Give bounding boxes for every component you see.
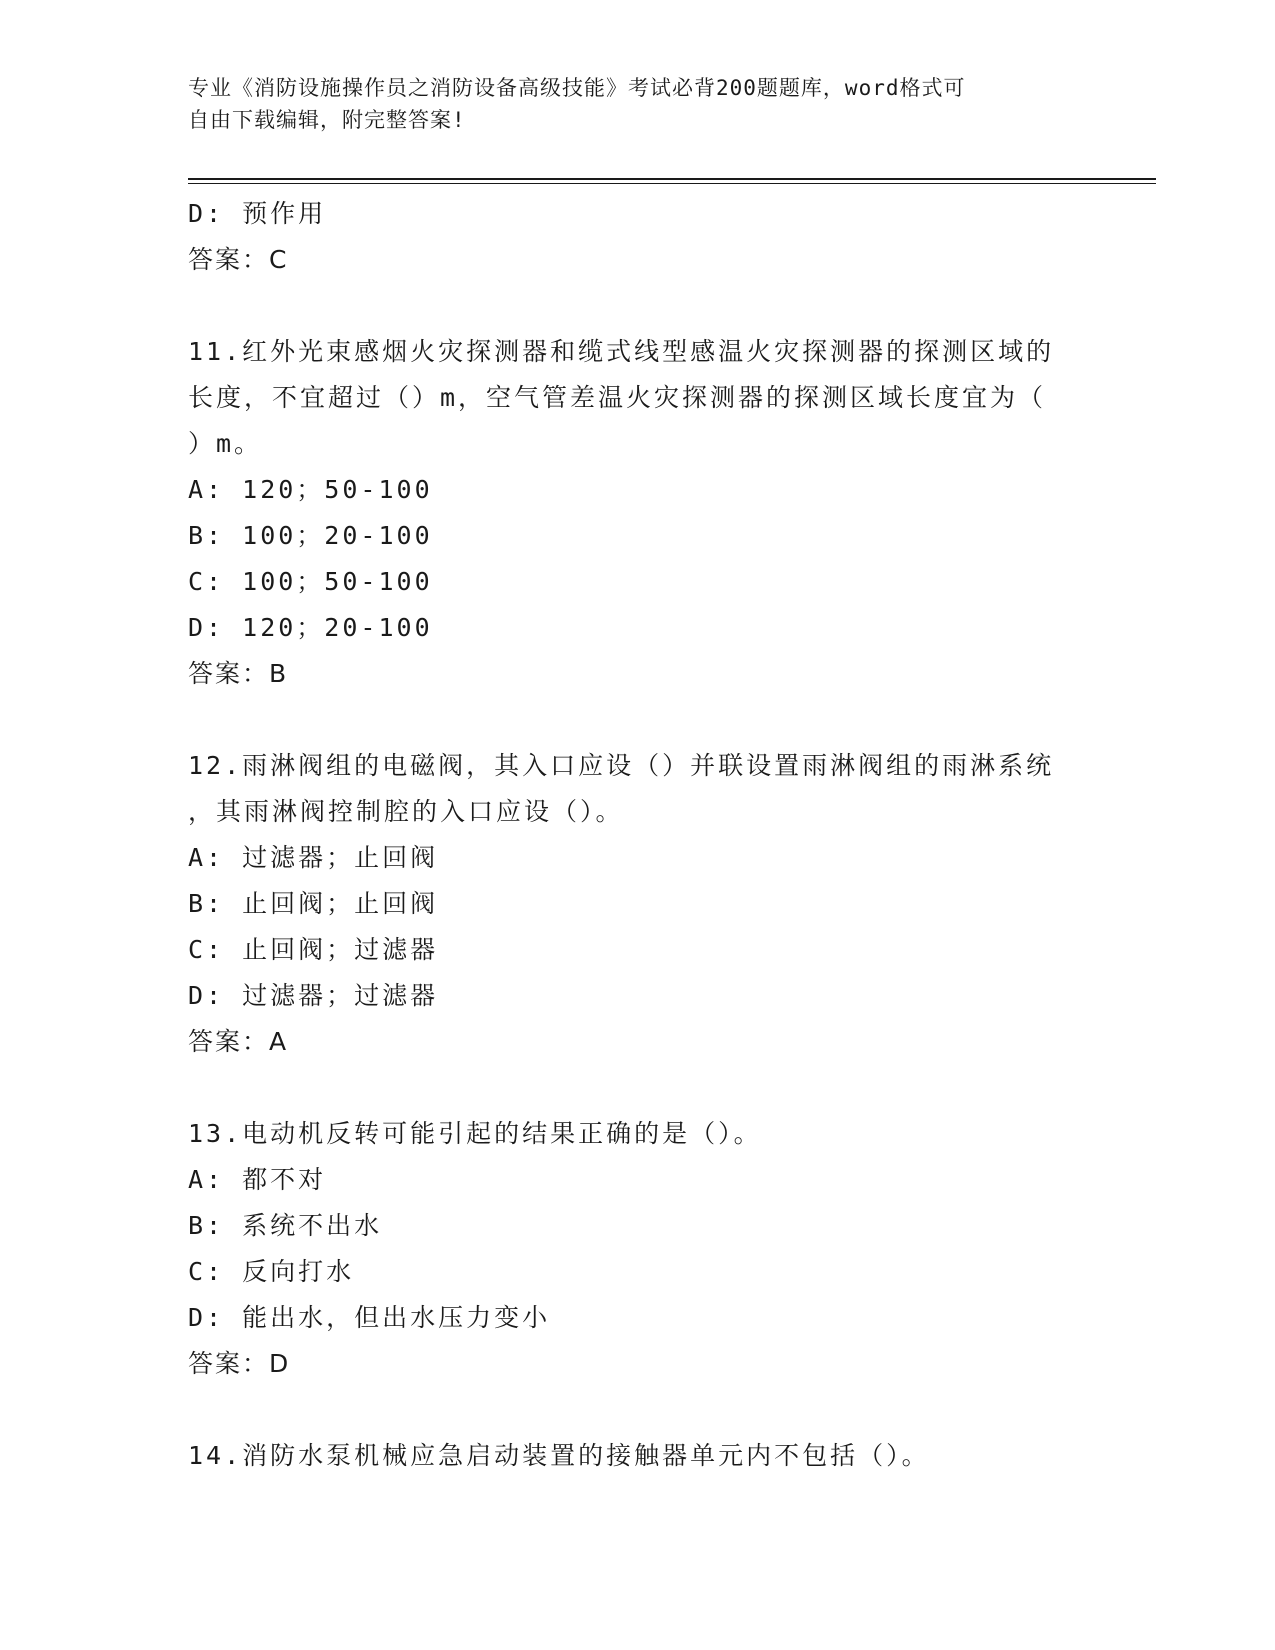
option-b: B: 止回阀；止回阀 xyxy=(188,889,439,918)
prev-answer: 答案：C xyxy=(188,245,289,274)
option-d: D: 能出水，但出水压力变小 xyxy=(188,1303,551,1332)
spacer xyxy=(188,283,1088,329)
question-stem: 13.电动机反转可能引起的结果正确的是（）。 xyxy=(188,1119,762,1148)
question-stem: 14.消防水泵机械应急启动装置的接触器单元内不包括（）。 xyxy=(188,1441,930,1470)
question-stem: 12.雨淋阀组的电磁阀，其入口应设（）并联设置雨淋阀组的雨淋系统 xyxy=(188,751,1055,780)
prev-option-d: D: 预作用 xyxy=(188,199,327,228)
question-13 xyxy=(188,1111,1088,1387)
header-line-2: 自由下载编辑，附完整答案! xyxy=(188,108,466,132)
header-divider-thick xyxy=(188,178,1156,180)
header-divider-thin xyxy=(188,183,1156,184)
question-11 xyxy=(188,329,1088,697)
question-stem: 长度，不宜超过（）m，空气管差温火灾探测器的探测区域长度宜为（ xyxy=(188,383,1047,412)
answer: 答案：B xyxy=(188,659,289,688)
question-stem: ，其雨淋阀控制腔的入口应设（）。 xyxy=(188,797,624,826)
option-a: A: 都不对 xyxy=(188,1165,327,1194)
option-b: B: 100；20-100 xyxy=(188,521,433,550)
spacer xyxy=(188,1387,1088,1433)
option-c: C: 反向打水 xyxy=(188,1257,355,1286)
option-c: C: 止回阀；过滤器 xyxy=(188,935,439,964)
question-14 xyxy=(188,1433,1088,1479)
question-list xyxy=(188,191,1088,1479)
answer: 答案：D xyxy=(188,1349,291,1378)
spacer xyxy=(188,1065,1088,1111)
option-a: A: 120；50-100 xyxy=(188,475,433,504)
option-d: D: 过滤器；过滤器 xyxy=(188,981,439,1010)
option-d: D: 120；20-100 xyxy=(188,613,433,642)
header-line-1: 专业《消防设施操作员之消防设备高级技能》考试必背200题题库，word格式可 xyxy=(188,76,966,100)
option-c: C: 100；50-100 xyxy=(188,567,433,596)
question-stem: ）m。 xyxy=(188,429,263,458)
document-header xyxy=(188,72,1068,136)
answer: 答案：A xyxy=(188,1027,289,1056)
option-a: A: 过滤器；止回阀 xyxy=(188,843,439,872)
option-b: B: 系统不出水 xyxy=(188,1211,383,1240)
question-12 xyxy=(188,743,1088,1065)
question-stem: 11.红外光束感烟火灾探测器和缆式线型感温火灾探测器的探测区域的 xyxy=(188,337,1055,366)
spacer xyxy=(188,697,1088,743)
